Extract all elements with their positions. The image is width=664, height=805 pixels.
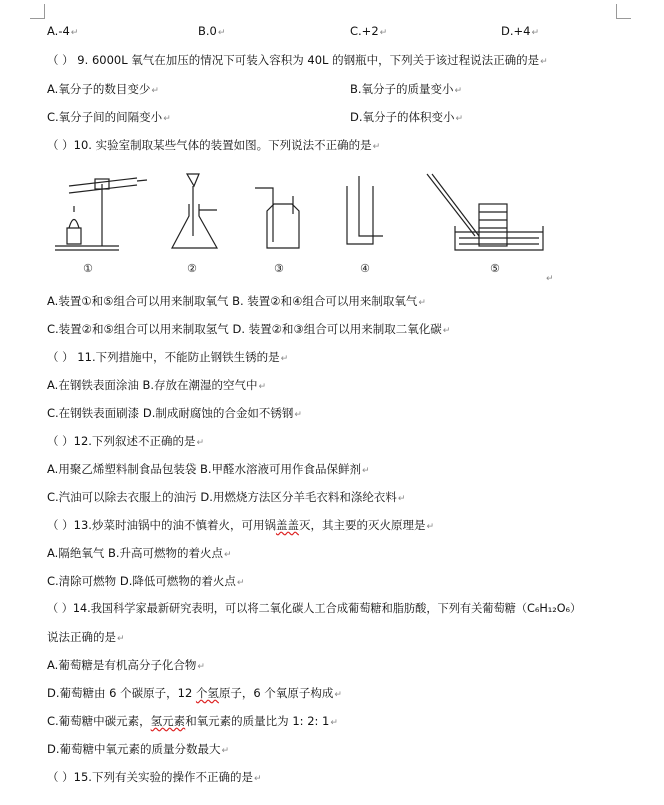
q9-option-b: B.氧分子的质量变小↵ <box>350 82 463 96</box>
apparatus-2 <box>172 174 217 248</box>
q14-option-a: A.葡萄糖是有机高分子化合物↵ <box>47 658 205 672</box>
q8-option-d: D.+4↵ <box>501 24 540 38</box>
apparatus-4 <box>347 176 383 244</box>
figure-label-1: ① <box>83 262 93 275</box>
apparatus-drawing <box>47 166 562 261</box>
q13-options-1: A.隔绝氧气 B.升高可燃物的着火点↵ <box>47 546 232 560</box>
q9-option-c: C.氧分子间的间隔变小↵ <box>47 110 171 124</box>
q14-option-d: D.葡萄糖中氧元素的质量分数最大↵ <box>47 742 230 756</box>
q14-stem: （ ）14.我国科学家最新研究表明，可以将二氧化碳人工合成葡萄糖和脂肪酸，下列有关葡萄糖（C₆H₁₂O₆） <box>47 602 582 615</box>
apparatus-3 <box>255 188 299 248</box>
q9-option-d: D.氧分子的体积变小↵ <box>350 110 464 124</box>
figure-label-2: ② <box>187 262 197 275</box>
paragraph-mark: ↵ <box>546 274 554 284</box>
apparatus-5 <box>427 174 543 250</box>
q8-option-c: C.+2↵ <box>350 24 388 38</box>
q10-options-2: C.装置②和⑤组合可以用来制取氢气 D. 装置②和③组合可以用来制取二氧化碳↵ <box>47 322 451 336</box>
q14-stem-cont: 说法正确的是↵ <box>47 630 125 644</box>
figure-label-3: ③ <box>274 262 284 275</box>
figure-label-5: ⑤ <box>490 262 500 275</box>
q9-stem: （ ） 9. 6000L 氧气在加压的情况下可装入容积为 40L 的钢瓶中，下列关于该过程说法正确的是↵ <box>47 53 548 67</box>
q15-stem: （ ）15.下列有关实验的操作不正确的是↵ <box>47 770 262 784</box>
figure-label-4: ④ <box>360 262 370 275</box>
page-corner-mark <box>30 4 45 19</box>
q8-option-a: A.-4↵ <box>47 24 79 38</box>
q10-options-1: A.装置①和⑤组合可以用来制取氧气 B. 装置②和④组合可以用来制取氧气↵ <box>47 294 426 308</box>
q12-options-1: A.用聚乙烯塑料制食品包装袋 B.甲醛水溶液可用作食品保鲜剂↵ <box>47 462 370 476</box>
page-corner-mark <box>616 4 631 19</box>
q11-options-2: C.在钢铁表面刷漆 D.制成耐腐蚀的合金如不锈钢↵ <box>47 406 302 420</box>
q12-options-2: C.汽油可以除去衣服上的油污 D.用燃烧方法区分羊毛衣料和涤纶衣料↵ <box>47 490 406 504</box>
apparatus-figure <box>47 166 562 284</box>
q14-option-c: C.葡萄糖中碳元素，氢元素和氧元素的质量比为 1: 2: 1↵ <box>47 714 338 728</box>
q11-options-1: A.在钢铁表面涂油 B.存放在潮湿的空气中↵ <box>47 378 267 392</box>
q8-option-b: B.0↵ <box>198 24 226 38</box>
q13-options-2: C.清除可燃物 D.降低可燃物的着火点↵ <box>47 574 245 588</box>
q9-option-a: A.氧分子的数目变少↵ <box>47 82 159 96</box>
q14-option-b: D.葡萄糖由 6 个碳原子，12 个氢原子，6 个氧原子构成↵ <box>47 686 342 700</box>
q10-stem: （ ）10. 实验室制取某些气体的装置如图。下列说法不正确的是↵ <box>47 138 381 152</box>
q13-stem: （ ）13.炒菜时油锅中的油不慎着火，可用锅盖盖灭，其主要的灭火原理是↵ <box>47 518 434 532</box>
q11-stem: （ ） 11.下列措施中，不能防止钢铁生锈的是↵ <box>47 350 289 364</box>
q12-stem: （ ）12.下列叙述不正确的是↵ <box>47 434 204 448</box>
apparatus-1 <box>55 178 147 250</box>
